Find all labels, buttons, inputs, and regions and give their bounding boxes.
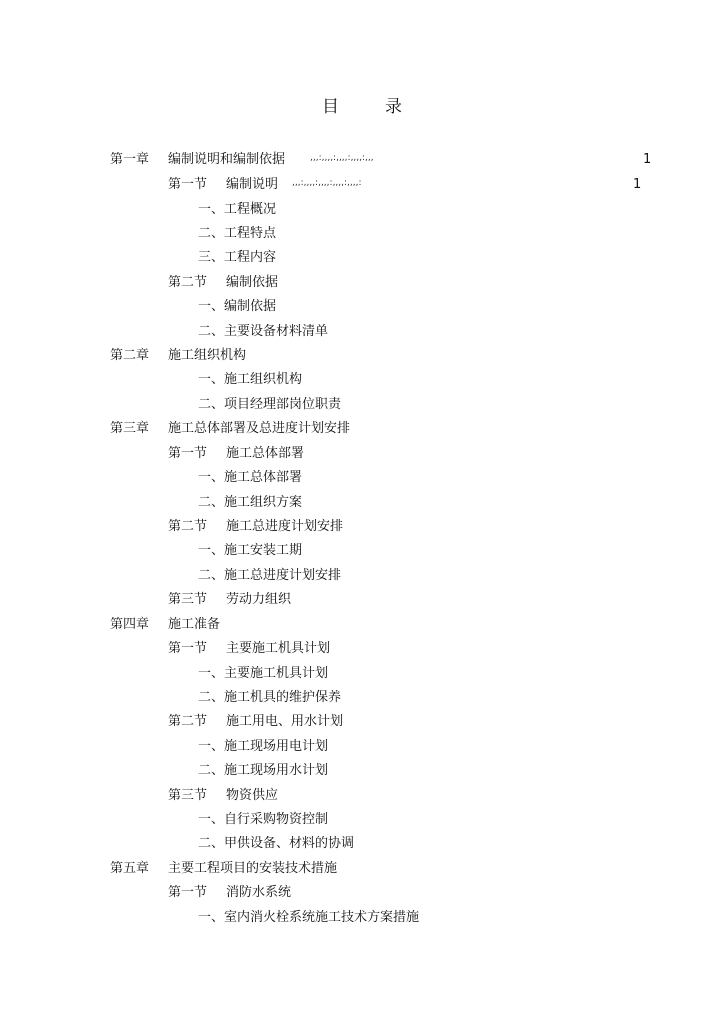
toc-entry-chapter[interactable]: 第二章 施工组织机构 bbox=[110, 348, 247, 363]
toc-page-number: 1 bbox=[633, 177, 642, 192]
toc-entry-chapter[interactable] bbox=[110, 150, 285, 170]
toc-entry-item[interactable]: 一、编制依据 bbox=[198, 299, 277, 314]
toc-entry-item[interactable]: 二、主要设备材料清单 bbox=[198, 324, 329, 339]
toc-entry-item[interactable]: 一、施工现场用电计划 bbox=[198, 739, 329, 754]
toc-leader-dots: ,,,:,,,,:,,,,:,,,,:,,, bbox=[310, 153, 374, 163]
toc-title bbox=[0, 92, 724, 117]
toc-entry-section[interactable]: 第一节 施工总体部署 bbox=[168, 446, 305, 461]
toc-title-char-1: 目 bbox=[322, 97, 339, 117]
toc-entry-text: 编制说明和编制依据 bbox=[168, 152, 286, 167]
toc-entry-item[interactable]: 一、室内消火栓系统施工技术方案措施 bbox=[198, 910, 420, 925]
toc-entry-item[interactable]: 二、施工机具的维护保养 bbox=[198, 690, 342, 705]
toc-entry-item[interactable]: 二、甲供设备、材料的协调 bbox=[198, 836, 355, 851]
toc-entry-item[interactable]: 一、施工安装工期 bbox=[198, 543, 303, 558]
toc-entry-item[interactable]: 一、自行采购物资控制 bbox=[198, 812, 329, 827]
toc-entry-section[interactable]: 第一节 消防水系统 bbox=[168, 885, 292, 900]
toc-title-char-2: 录 bbox=[385, 97, 402, 117]
toc-entry-item[interactable]: 二、施工现场用水计划 bbox=[198, 763, 329, 778]
toc-entry-chapter[interactable]: 第三章 施工总体部署及总进度计划安排 bbox=[110, 421, 351, 436]
toc-entry-item[interactable]: 一、施工组织机构 bbox=[198, 372, 303, 387]
toc-entry-item[interactable]: 一、主要施工机具计划 bbox=[198, 666, 329, 681]
toc-entry-item[interactable]: 二、项目经理部岗位职责 bbox=[198, 397, 342, 412]
toc-entry-chapter[interactable]: 第四章 施工准备 bbox=[110, 617, 221, 632]
toc-entry-section[interactable]: 第三节 劳动力组织 bbox=[168, 592, 292, 607]
toc-entry-item[interactable]: 一、施工总体部署 bbox=[198, 470, 303, 485]
toc-entry-item[interactable]: 二、工程特点 bbox=[198, 226, 277, 241]
toc-entry-label: 第一章 bbox=[110, 152, 150, 167]
toc-page-number: 1 bbox=[643, 152, 652, 167]
toc-entry-item[interactable]: 二、施工组织方案 bbox=[198, 495, 303, 510]
toc-leader-dots: ,,,:,,,,:,,,,:,,,,:,,,,: bbox=[292, 178, 362, 188]
toc-entry-section[interactable]: 第二节 施工用电、用水计划 bbox=[168, 714, 344, 729]
toc-entry-item[interactable]: 三、工程内容 bbox=[198, 250, 277, 265]
toc-entry-label: 第一节 bbox=[168, 177, 208, 192]
toc-entry-item[interactable]: 二、施工总进度计划安排 bbox=[198, 568, 342, 583]
toc-entry-section[interactable]: 第一节 主要施工机具计划 bbox=[168, 641, 331, 656]
toc-entry-section[interactable] bbox=[168, 175, 278, 195]
toc-entry-item[interactable]: 一、工程概况 bbox=[198, 202, 277, 217]
toc-entry-section[interactable]: 第二节 编制依据 bbox=[168, 275, 279, 290]
toc-entry-section[interactable]: 第二节 施工总进度计划安排 bbox=[168, 519, 344, 534]
toc-entry-text: 编制说明 bbox=[226, 177, 279, 192]
toc-entry-chapter[interactable]: 第五章 主要工程项目的安装技术措施 bbox=[110, 861, 338, 876]
toc-entry-section[interactable]: 第三节 物资供应 bbox=[168, 788, 279, 803]
